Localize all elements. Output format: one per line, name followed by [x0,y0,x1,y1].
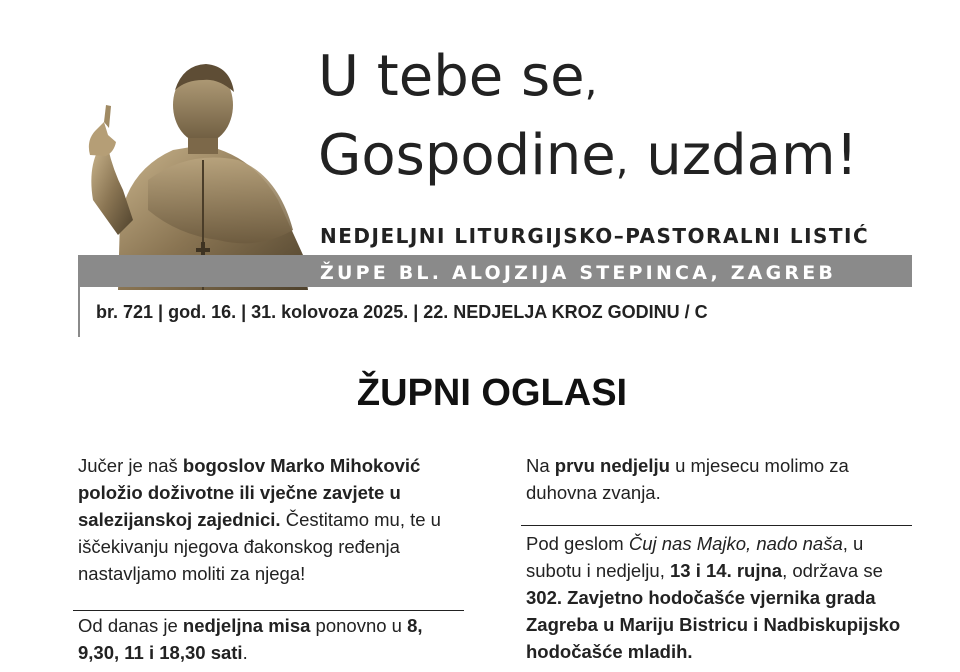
issue-info: br. 721 | god. 16. | 31. kolovoza 2025. | 22. NEDJELJA KROZ GODINU / C [96,302,708,322]
text: . [242,642,248,663]
title-comma-2: , [615,138,629,184]
text: Od danas je [78,615,183,636]
parish-name: ŽUPE BL. ALOJZIJA STEPINCA, ZAGREB [320,262,837,284]
bold-text: 302. Zavjetno hodočašće vjernika grada Zagreba u Mariju Bistricu i Nadbiskupijsko hodočašće mladih. [526,587,901,662]
bold-text: prvu nedjelju [554,455,670,476]
text: , održava se [782,560,883,581]
text: , u subotu i nedjelju, [526,533,864,581]
issue-divider [78,287,80,337]
announcement-vows [78,452,468,587]
section-heading: ŽUPNI OGLASI [356,372,628,414]
text: Na [526,455,555,476]
text: u mjesecu molimo za duhovna zvanja. [526,455,849,503]
masthead-subtitle: NEDJELJNI LITURGIJSKO–PASTORALNI LISTIĆ [320,224,870,248]
text: Pod geslom [526,533,629,554]
bold-text: nedjeljna misa [182,615,311,636]
title-part-1: U tebe se [318,44,585,109]
text: Jučer je naš [78,455,183,476]
statue-image [78,50,318,290]
divider [73,610,464,611]
bold-text: 13 i 14. rujna [670,560,783,581]
title-part-3: uzdam! [646,123,858,188]
text: Čestitamo mu, te u iščekivanju njegova đakonskog ređenja nastavljamo moliti za njega! [78,509,441,584]
title-part-2: Gospodine [318,123,616,188]
bold-text: 8, 9,30, 11 i 18,30 sati [78,615,423,663]
title-comma-1: , [584,59,598,105]
announcement-vocations [526,452,916,506]
bold-text: bogoslov Marko Mihoković položio doživotne ili vječne zavjete u salezijanskoj zajednici. [78,455,421,530]
text: ponovno u [310,615,408,636]
masthead-title-line-1 [318,45,597,114]
divider [521,525,912,526]
announcement-pilgrimage [526,530,916,665]
announcement-mass-times [78,612,468,666]
masthead-title-line-2 [318,124,858,193]
italic-text: Čuj nas Majko, nado naša [628,533,843,554]
